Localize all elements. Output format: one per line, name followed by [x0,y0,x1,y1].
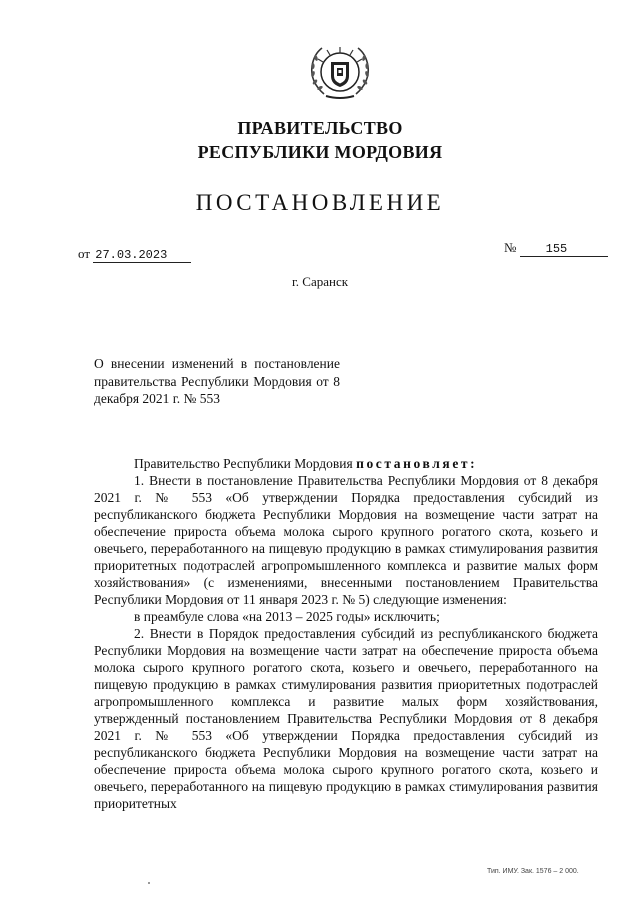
city-name: г. Саранск [291,274,349,289]
number-line [504,240,608,257]
government-name-line1: ПРАВИТЕЛЬСТВО [237,118,403,138]
document-type-title: ПОСТАНОВЛЕНИЕ [195,190,445,215]
government-name-line2: РЕСПУБЛИКИ МОРДОВИЯ [197,142,443,162]
print-mark: Тип. ИМУ. Зак. 1576 – 2 000. [487,868,579,875]
preamble [94,455,598,472]
coat-of-arms-icon [302,38,378,102]
document-date: 27.03.2023 [93,249,191,263]
document-body [94,455,598,812]
paragraph-2: в преамбуле слова «на 2013 – 2025 годы» исключить; [134,609,440,624]
scan-speck [148,882,150,884]
paragraph-1: 1. Внести в постановление Правительства Республики Мордовия от 8 декабря 2021 г. № 553 «Об утверждении Порядка предоставления субсидий из республиканского бюджета Республики Мордовия на возмещение части затрат на обеспечение прироста объема молока сырого крупного рогатого скота, козьего и овечьего, переработанного на пищевую продукцию в рамках стимулирования развития приоритетных подотраслей агропромышленного комплекса и развитие малых форм хозяйствования» (с изменениями, внесенными постановлением Правительства Республики Мордовия от 11 января 2023 г. № 5) следующие изменения: [94,473,598,607]
number-prefix: № [504,240,517,255]
preamble-text: Правительство Республики Мордовия [134,456,353,471]
document-subject: О внесении изменений в постановление правительства Республики Мордовия от 8 декабря 2021 г. № 553 [94,356,340,406]
date-prefix: от [78,246,91,261]
date-line [78,246,191,263]
paragraph-3: 2. Внести в Порядок предоставления субсидий из республиканского бюджета Республики Мордовия на возмещение части затрат на обеспечение прироста объема молока сырого крупного рогатого скота, козьего и овечьего, переработанного на пищевую продукцию в рамках стимулирования развития приоритетных подотраслей агропромышленного комплекса и развитие малых форм хозяйствования, утвержденный постановлением Правительства Республики Мордовия от 8 декабря 2021 г. № 553 «Об утверждении Порядка предоставления субсидий из республиканского бюджета Республики Мордовия на возмещение части затрат на обеспечение прироста объема молока сырого крупного рогатого скота, козьего и овечьего, переработанного на пищевую продукцию в рамках стимулирования развития приоритетных [94,626,598,811]
preamble-emphasis: постановляет: [356,456,478,471]
document-number: 155 [520,243,608,257]
